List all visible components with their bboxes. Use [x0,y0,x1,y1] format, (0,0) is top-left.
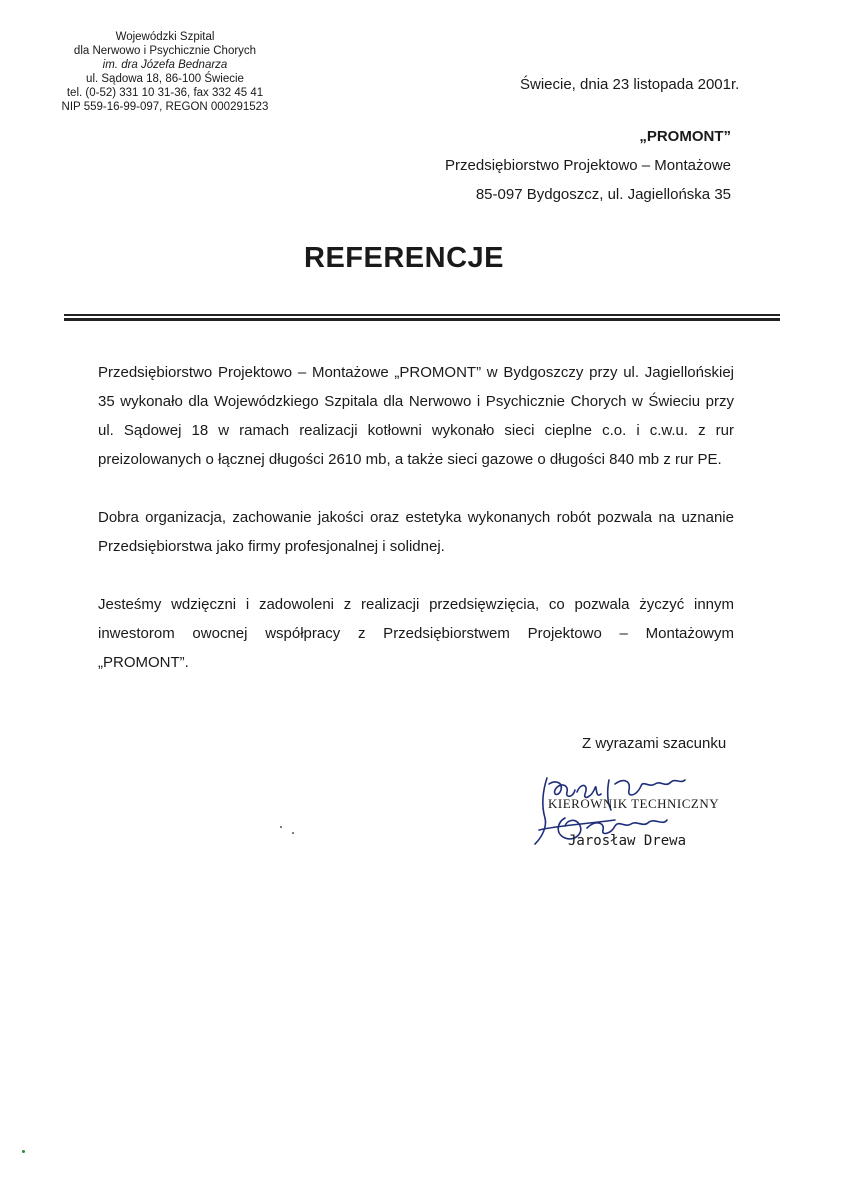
sender-hospital-subtitle: dla Nerwowo i Psychicznie Chorych [73,45,257,57]
sender-patron: im. dra Józefa Bednarza [102,59,228,71]
sender-address: ul. Sądowa 18, 86-100 Świecie [86,73,244,85]
sender-tax-ids: NIP 559-16-99-097, REGON 000291523 [61,101,269,113]
letter-date: Świecie, dnia 23 listopada 2001r. [520,76,740,93]
scan-speck [280,826,282,828]
divider-line-thick [64,318,780,321]
scan-speck [22,1150,25,1153]
body-paragraph-3: Jesteśmy wdzięczni i zadowoleni z realizacji przedsięwzięcia, co pozwala życzyć innym inwestorom owocnej współpracy z Przedsiębiorstwem Projektowo – Montażowym „PROMONT”. [98,596,734,671]
recipient-company-type: Przedsiębiorstwo Projektowo – Montażowe [445,157,731,174]
scan-speck [292,832,294,834]
sender-hospital-name: Wojewódzki Szpital [115,31,215,43]
recipient-block [445,122,731,209]
sender-phone-fax: tel. (0-52) 331 10 31-36, fax 332 45 41 [66,87,264,99]
sender-letterhead [30,30,300,114]
divider-line-thin [64,314,780,316]
letter-body [98,358,734,706]
body-paragraph-1: Przedsiębiorstwo Projektowo – Montażowe „PROMONT” w Bydgoszczy przy ul. Jagiellońskiej 35 wykonało dla Wojewódzkiego Szpitala dla Nerwowo i Psychicznie Chorych w Świeciu przy ul. Sądowej 18 w ramach realizacji kotłowni wykonało sieci cieplne c.o. i c.w.u. z rur preizolowanych o łącznej długości 2610 mb, a także sieci gazowe o długości 840 mb z rur PE. [98,364,734,468]
body-paragraph-2: Dobra organizacja, zachowanie jakości oraz estetyka wykonanych robót pozwala na uznanie Przedsiębiorstwa jako firmy profesjonalnej i solidnej. [98,509,734,555]
title-divider [64,314,780,323]
recipient-company-name: „PROMONT” [639,128,731,145]
stamp-signatory-name: Jarosław Drewa [568,833,687,849]
stamp-position-title: KIEROWNIK TECHNICZNY [548,796,720,811]
closing-salutation: Z wyrazami szacunku [582,735,727,752]
recipient-address: 85-097 Bydgoszcz, ul. Jagiellońska 35 [475,186,731,203]
document-title: REFERENCJE [304,242,504,274]
